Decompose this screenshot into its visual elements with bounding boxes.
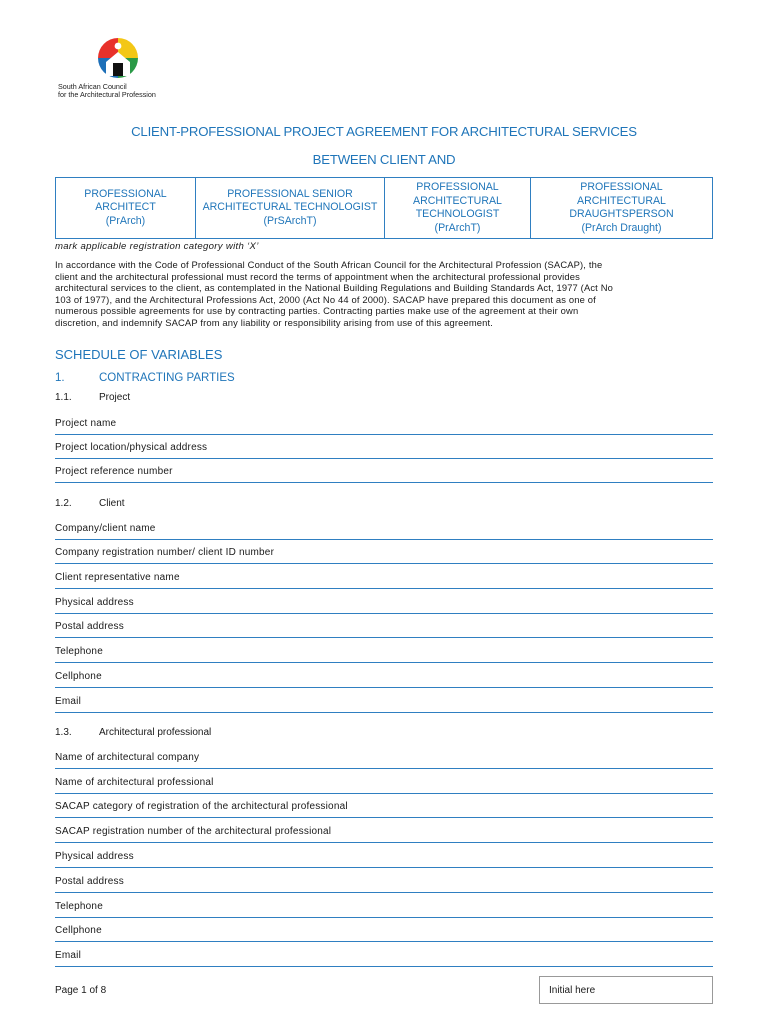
document-title: CLIENT-PROFESSIONAL PROJECT AGREEMENT FOR ARCHITECTURAL SERVICES: [131, 124, 637, 139]
initial-label: Initial here: [549, 985, 596, 996]
form-field-sacap-registration-number[interactable]: [55, 819, 713, 843]
form-field-project-location[interactable]: [55, 435, 713, 459]
form-field-professional-physical-address[interactable]: [55, 844, 713, 868]
form-field-professional-cellphone[interactable]: [55, 918, 713, 942]
form-field-architectural-professional[interactable]: [55, 770, 713, 794]
intro-line: numerous possible agreements for use by contracting parties. Contracting parties make use of the agreement at their own: [55, 305, 579, 316]
category-instruction: mark applicable registration category with ‘X’: [55, 241, 259, 252]
logo-line-2: for the Architectural Profession: [58, 90, 156, 99]
field-label: Project location/physical address: [55, 442, 208, 453]
field-label: SACAP category of registration of the architectural professional: [55, 801, 348, 812]
category-cell-prsarcht[interactable]: [196, 178, 385, 238]
form-field-project-name[interactable]: [55, 411, 713, 435]
sacap-logo: [58, 36, 188, 102]
form-field-professional-email[interactable]: [55, 943, 713, 967]
form-field-client-postal-address[interactable]: [55, 614, 713, 638]
subsection-title: Client: [99, 498, 125, 509]
category-text: (PrSArchT): [263, 214, 317, 227]
initial-here-box[interactable]: [539, 976, 713, 1004]
field-label: Cellphone: [55, 925, 102, 936]
intro-line: discretion, and indemnify SACAP from any liability or responsibility arising from use of this agreement.: [55, 316, 494, 328]
category-cell-prarch-draught[interactable]: [531, 178, 712, 238]
form-field-client-cellphone[interactable]: [55, 664, 713, 688]
section-title: CONTRACTING PARTIES: [99, 372, 235, 384]
subsection-number: 1.3.: [55, 727, 72, 738]
logo-mark: [92, 36, 144, 80]
registration-category-table: [55, 177, 713, 239]
logo-line-1: South African Council: [58, 82, 127, 91]
intro-paragraph: [55, 259, 715, 328]
category-cell-prarcht[interactable]: [385, 178, 531, 238]
section-number: 1.: [55, 372, 65, 384]
form-field-client-representative[interactable]: [55, 565, 713, 589]
field-label: Company/client name: [55, 523, 156, 534]
subsection-title: Architectural professional: [99, 727, 212, 738]
subsection-number: 1.2.: [55, 498, 72, 509]
field-label: Postal address: [55, 876, 124, 887]
intro-line: 103 of 1977), and the Architectural Professions Act, 2000 (Act No 44 of 2000). SACAP have prepared this document as one of: [55, 293, 596, 305]
field-label: Telephone: [55, 646, 103, 657]
category-text: PROFESSIONAL SENIOR: [227, 187, 353, 200]
field-label: Telephone: [55, 901, 103, 912]
category-text: (PrArchT): [434, 221, 481, 234]
category-text: PROFESSIONAL: [416, 181, 499, 193]
schedule-heading: SCHEDULE OF VARIABLES: [55, 347, 223, 362]
form-field-client-name[interactable]: [55, 516, 713, 540]
subsection-title: Project: [99, 392, 131, 403]
field-label: Email: [55, 696, 82, 707]
logo-text: [58, 83, 156, 99]
field-label: Email: [55, 950, 82, 961]
category-text: PROFESSIONAL: [580, 181, 663, 193]
field-label: Name of architectural professional: [55, 777, 214, 788]
category-text: ARCHITECTURAL: [413, 194, 502, 207]
category-text: PROFESSIONAL: [84, 187, 167, 200]
field-label: SACAP registration number of the architectural professional: [55, 826, 332, 837]
field-label: Physical address: [55, 851, 134, 862]
field-label: Postal address: [55, 621, 124, 632]
field-label: Project reference number: [55, 466, 173, 477]
form-field-client-registration[interactable]: [55, 540, 713, 564]
category-text: (PrArch Draught): [581, 221, 662, 234]
category-text: TECHNOLOGIST: [415, 208, 500, 220]
category-text: DRAUGHTSPERSON: [569, 208, 674, 220]
field-label: Name of architectural company: [55, 752, 200, 763]
category-cell-prarch[interactable]: [56, 178, 196, 238]
form-field-architectural-company[interactable]: [55, 745, 713, 769]
subsection-number: 1.1.: [55, 392, 72, 403]
form-field-client-physical-address[interactable]: [55, 590, 713, 614]
field-label: Project name: [55, 418, 117, 429]
field-label: Cellphone: [55, 671, 102, 682]
field-label: Physical address: [55, 597, 134, 608]
form-field-professional-telephone[interactable]: [55, 894, 713, 918]
category-text: ARCHITECT: [95, 201, 156, 214]
intro-line: architectural services to the client, as contemplated in the National Building Regulations and Building Standards Act, 1977 (Act No: [55, 282, 613, 293]
category-text: (PrArch): [105, 214, 146, 227]
form-field-professional-postal-address[interactable]: [55, 869, 713, 893]
form-field-client-email[interactable]: [55, 689, 713, 713]
category-text: ARCHITECTURAL TECHNOLOGIST: [202, 201, 378, 214]
intro-line: In accordance with the Code of Professional Conduct of the South African Council for the Architectural Profession (SACAP), the: [55, 259, 603, 270]
form-field-project-reference[interactable]: [55, 459, 713, 483]
category-text: ARCHITECTURAL: [577, 194, 666, 207]
form-field-client-telephone[interactable]: [55, 639, 713, 663]
intro-line: client and the architectural professional must record the terms of appointment when the architectural professional provides: [55, 270, 580, 282]
field-label: Company registration number/ client ID number: [55, 547, 275, 558]
page-number: Page 1 of 8: [55, 985, 107, 996]
form-field-sacap-category[interactable]: [55, 794, 713, 818]
document-subtitle: BETWEEN CLIENT AND: [312, 152, 456, 167]
field-label: Client representative name: [55, 572, 180, 583]
